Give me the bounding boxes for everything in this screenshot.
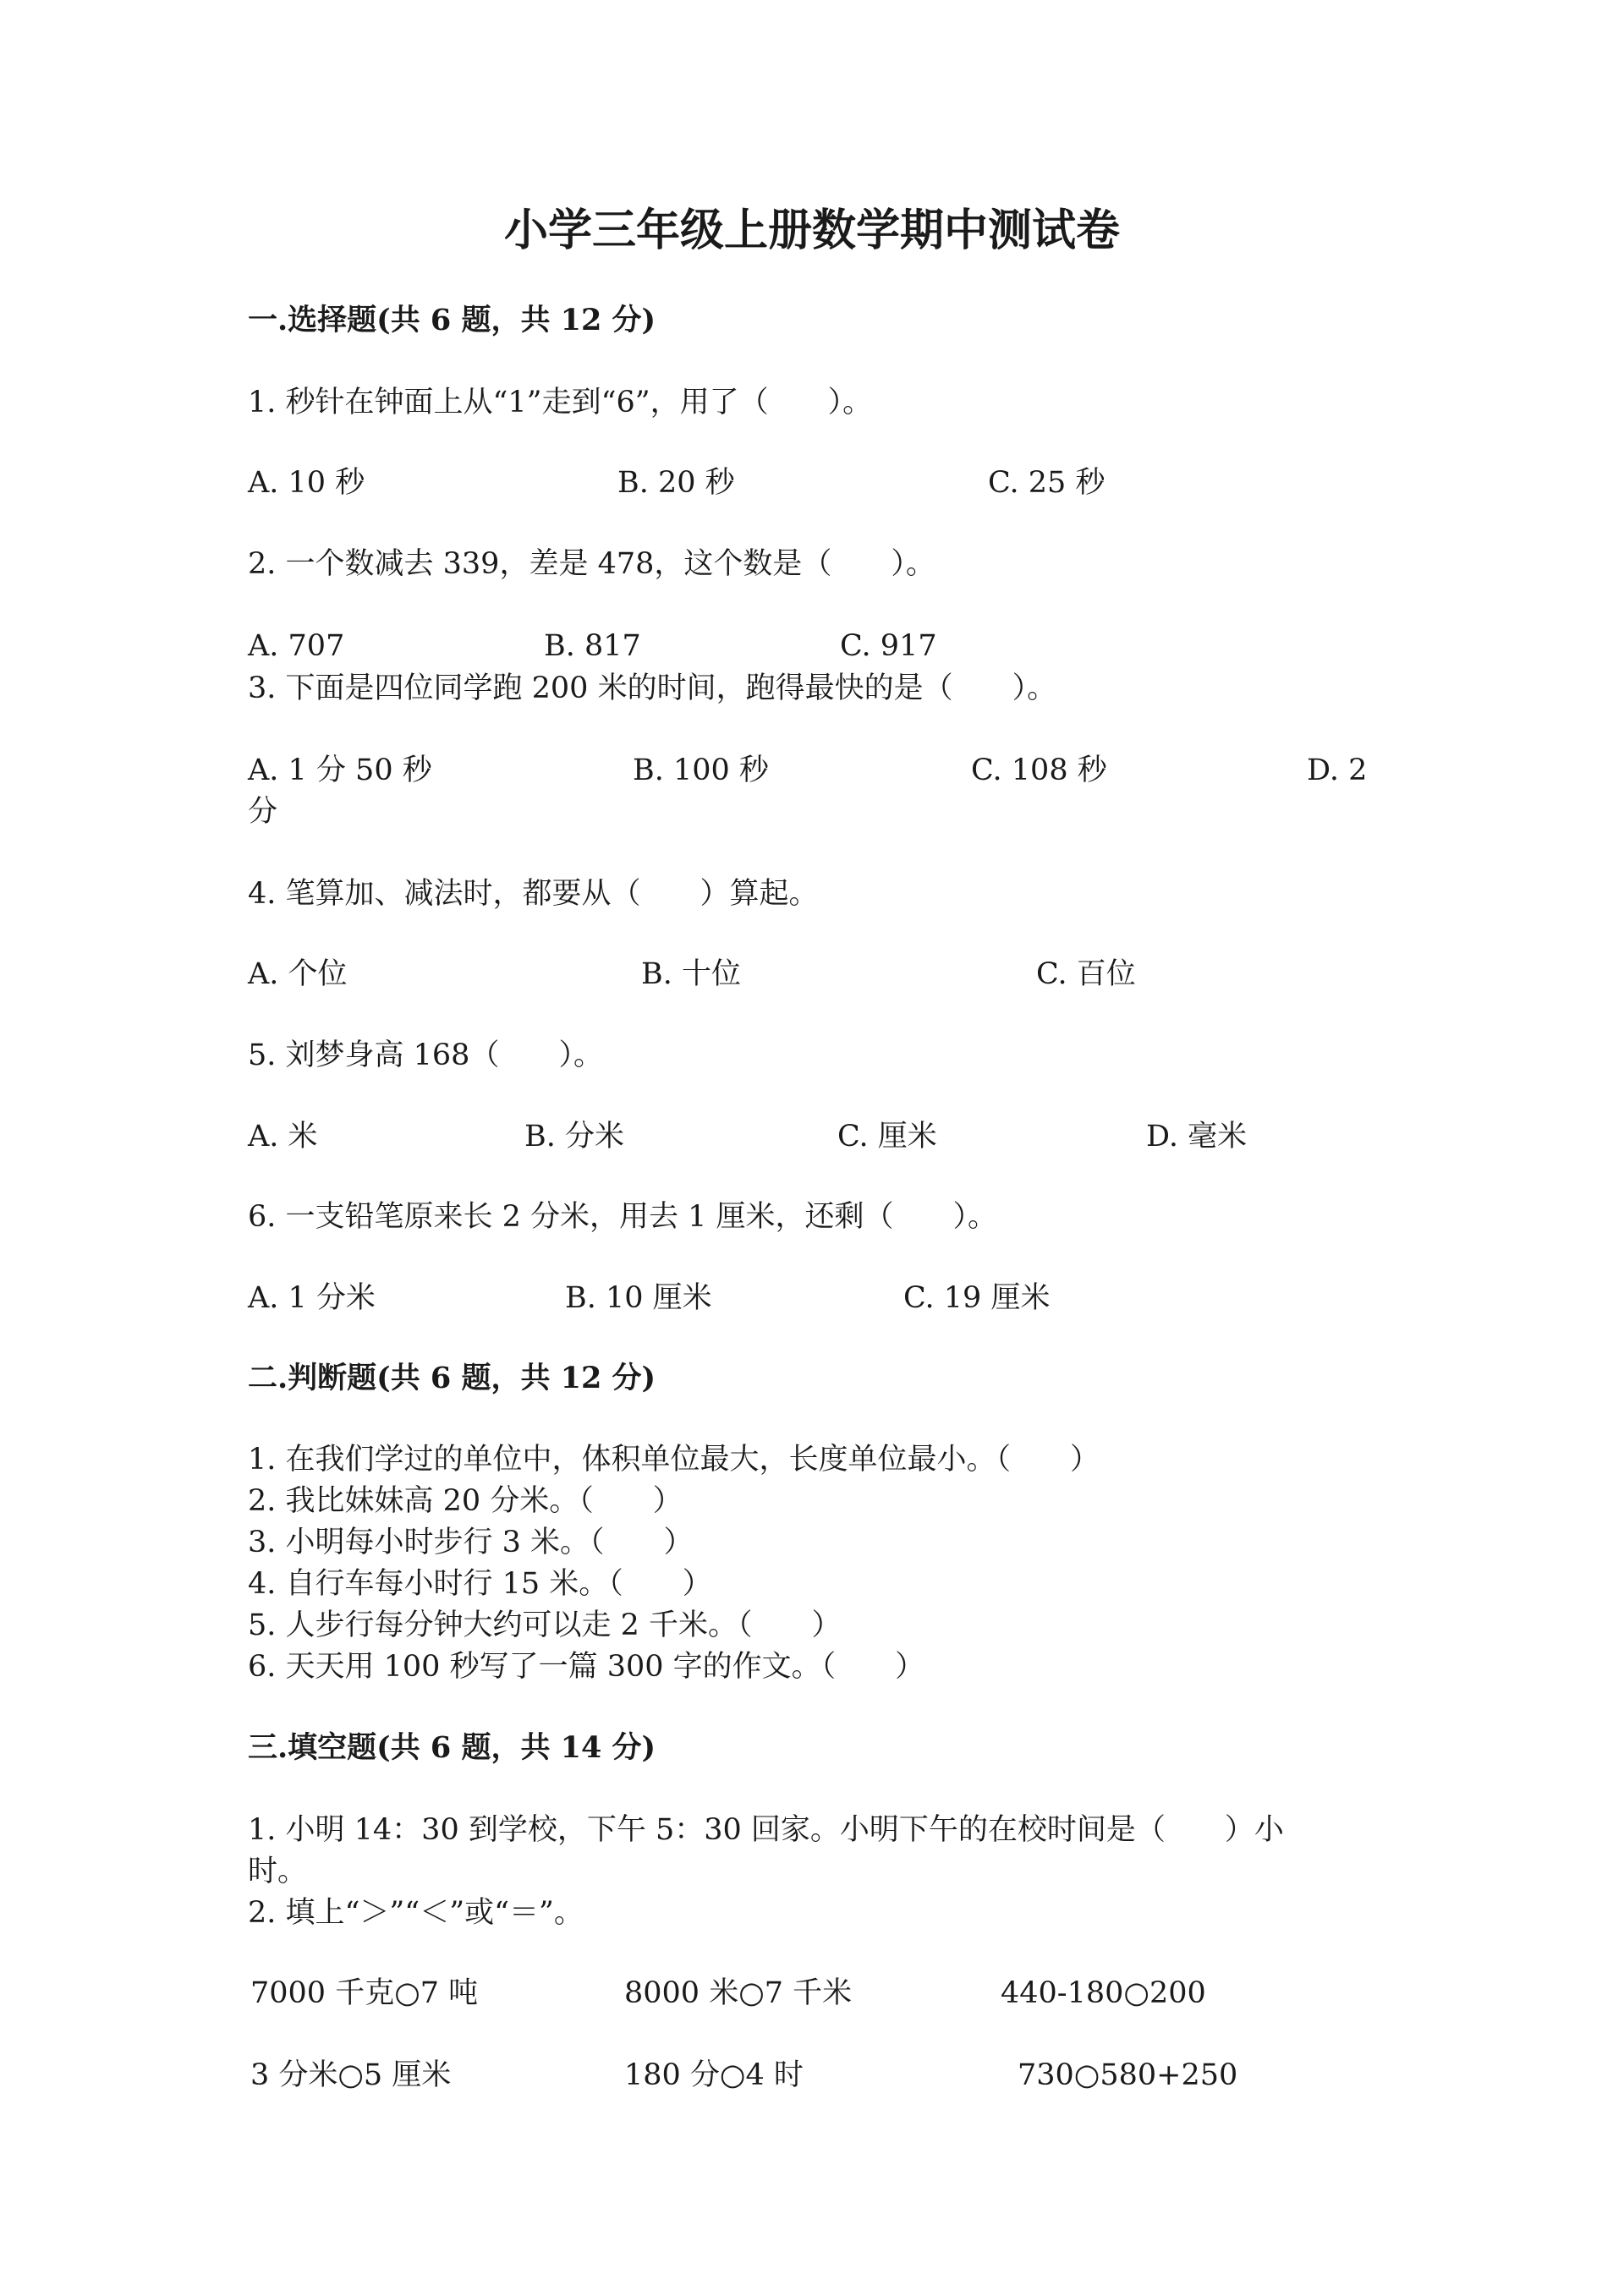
question-stem: 3. 下面是四位同学跑 200 米的时间，跑得最快的是（ ）。 <box>248 671 1057 705</box>
option-b: B. 分米 <box>524 1120 624 1153</box>
compare-item: 730○580+250 <box>1018 2058 1238 2092</box>
option-a: A. 707 <box>248 629 345 663</box>
option-b: B. 817 <box>544 629 641 663</box>
fill-question-line: 1. 小明 14：30 到学校，下午 5：30 回家。小明下午的在校时间是（ ）小 <box>248 1813 1284 1847</box>
option-c: C. 百位 <box>1036 957 1136 991</box>
compare-item: 440-180○200 <box>1001 1976 1206 2010</box>
fill-question-line: 时。 <box>248 1855 308 1888</box>
option-a: A. 米 <box>248 1120 318 1153</box>
section-heading-fill: 三.填空题(共 6 题，共 14 分) <box>248 1730 656 1765</box>
judge-item: 3. 小明每小时步行 3 米。（ ） <box>248 1526 694 1559</box>
option-c: C. 917 <box>840 629 937 663</box>
fill-question-stem: 2. 填上“＞”“＜”或“＝”。 <box>248 1896 584 1930</box>
page-title: 小学三年级上册数学期中测试卷 <box>503 205 1120 256</box>
option-a: A. 1 分 50 秒 <box>248 753 432 787</box>
option-d: D. 2 <box>1307 753 1368 787</box>
section-heading-choice: 一.选择题(共 6 题，共 12 分) <box>248 303 656 337</box>
option-b: B. 20 秒 <box>617 466 735 500</box>
option-b: B. 10 厘米 <box>565 1281 712 1315</box>
option-c: C. 19 厘米 <box>903 1281 1051 1315</box>
option-b: B. 100 秒 <box>633 753 769 787</box>
section-heading-judge: 二.判断题(共 6 题，共 12 分) <box>248 1361 656 1395</box>
judge-item: 1. 在我们学过的单位中，体积单位最大，长度单位最小。（ ） <box>248 1443 1100 1477</box>
question-stem: 1. 秒针在钟面上从“1”走到“6”，用了（ ）。 <box>248 386 873 419</box>
question-stem: 4. 笔算加、减法时，都要从（ ）算起。 <box>248 877 819 911</box>
option-a: A. 1 分米 <box>248 1281 376 1315</box>
question-stem: 5. 刘梦身高 168（ ）。 <box>248 1038 603 1072</box>
question-stem: 2. 一个数减去 339，差是 478，这个数是（ ）。 <box>248 547 935 581</box>
judge-item: 6. 天天用 100 秒写了一篇 300 字的作文。（ ） <box>248 1650 925 1684</box>
judge-item: 5. 人步行每分钟大约可以走 2 千米。（ ） <box>248 1608 842 1642</box>
compare-item: 8000 米○7 千米 <box>624 1976 853 2010</box>
option-c: C. 108 秒 <box>971 753 1107 787</box>
option-d: D. 毫米 <box>1146 1120 1248 1153</box>
option-d-wrap: 分 <box>248 795 278 829</box>
option-a: A. 个位 <box>248 957 348 991</box>
option-a: A. 10 秒 <box>248 466 365 500</box>
compare-item: 7000 千克○7 吨 <box>250 1976 479 2010</box>
compare-item: 180 分○4 时 <box>624 2058 804 2092</box>
judge-item: 4. 自行车每小时行 15 米。（ ） <box>248 1567 712 1601</box>
option-b: B. 十位 <box>641 957 741 991</box>
judge-item: 2. 我比妹妹高 20 分米。（ ） <box>248 1484 683 1518</box>
option-c: C. 厘米 <box>837 1120 937 1153</box>
question-stem: 6. 一支铅笔原来长 2 分米，用去 1 厘米，还剩（ ）。 <box>248 1200 998 1234</box>
compare-item: 3 分米○5 厘米 <box>250 2058 452 2092</box>
option-c: C. 25 秒 <box>988 466 1106 500</box>
